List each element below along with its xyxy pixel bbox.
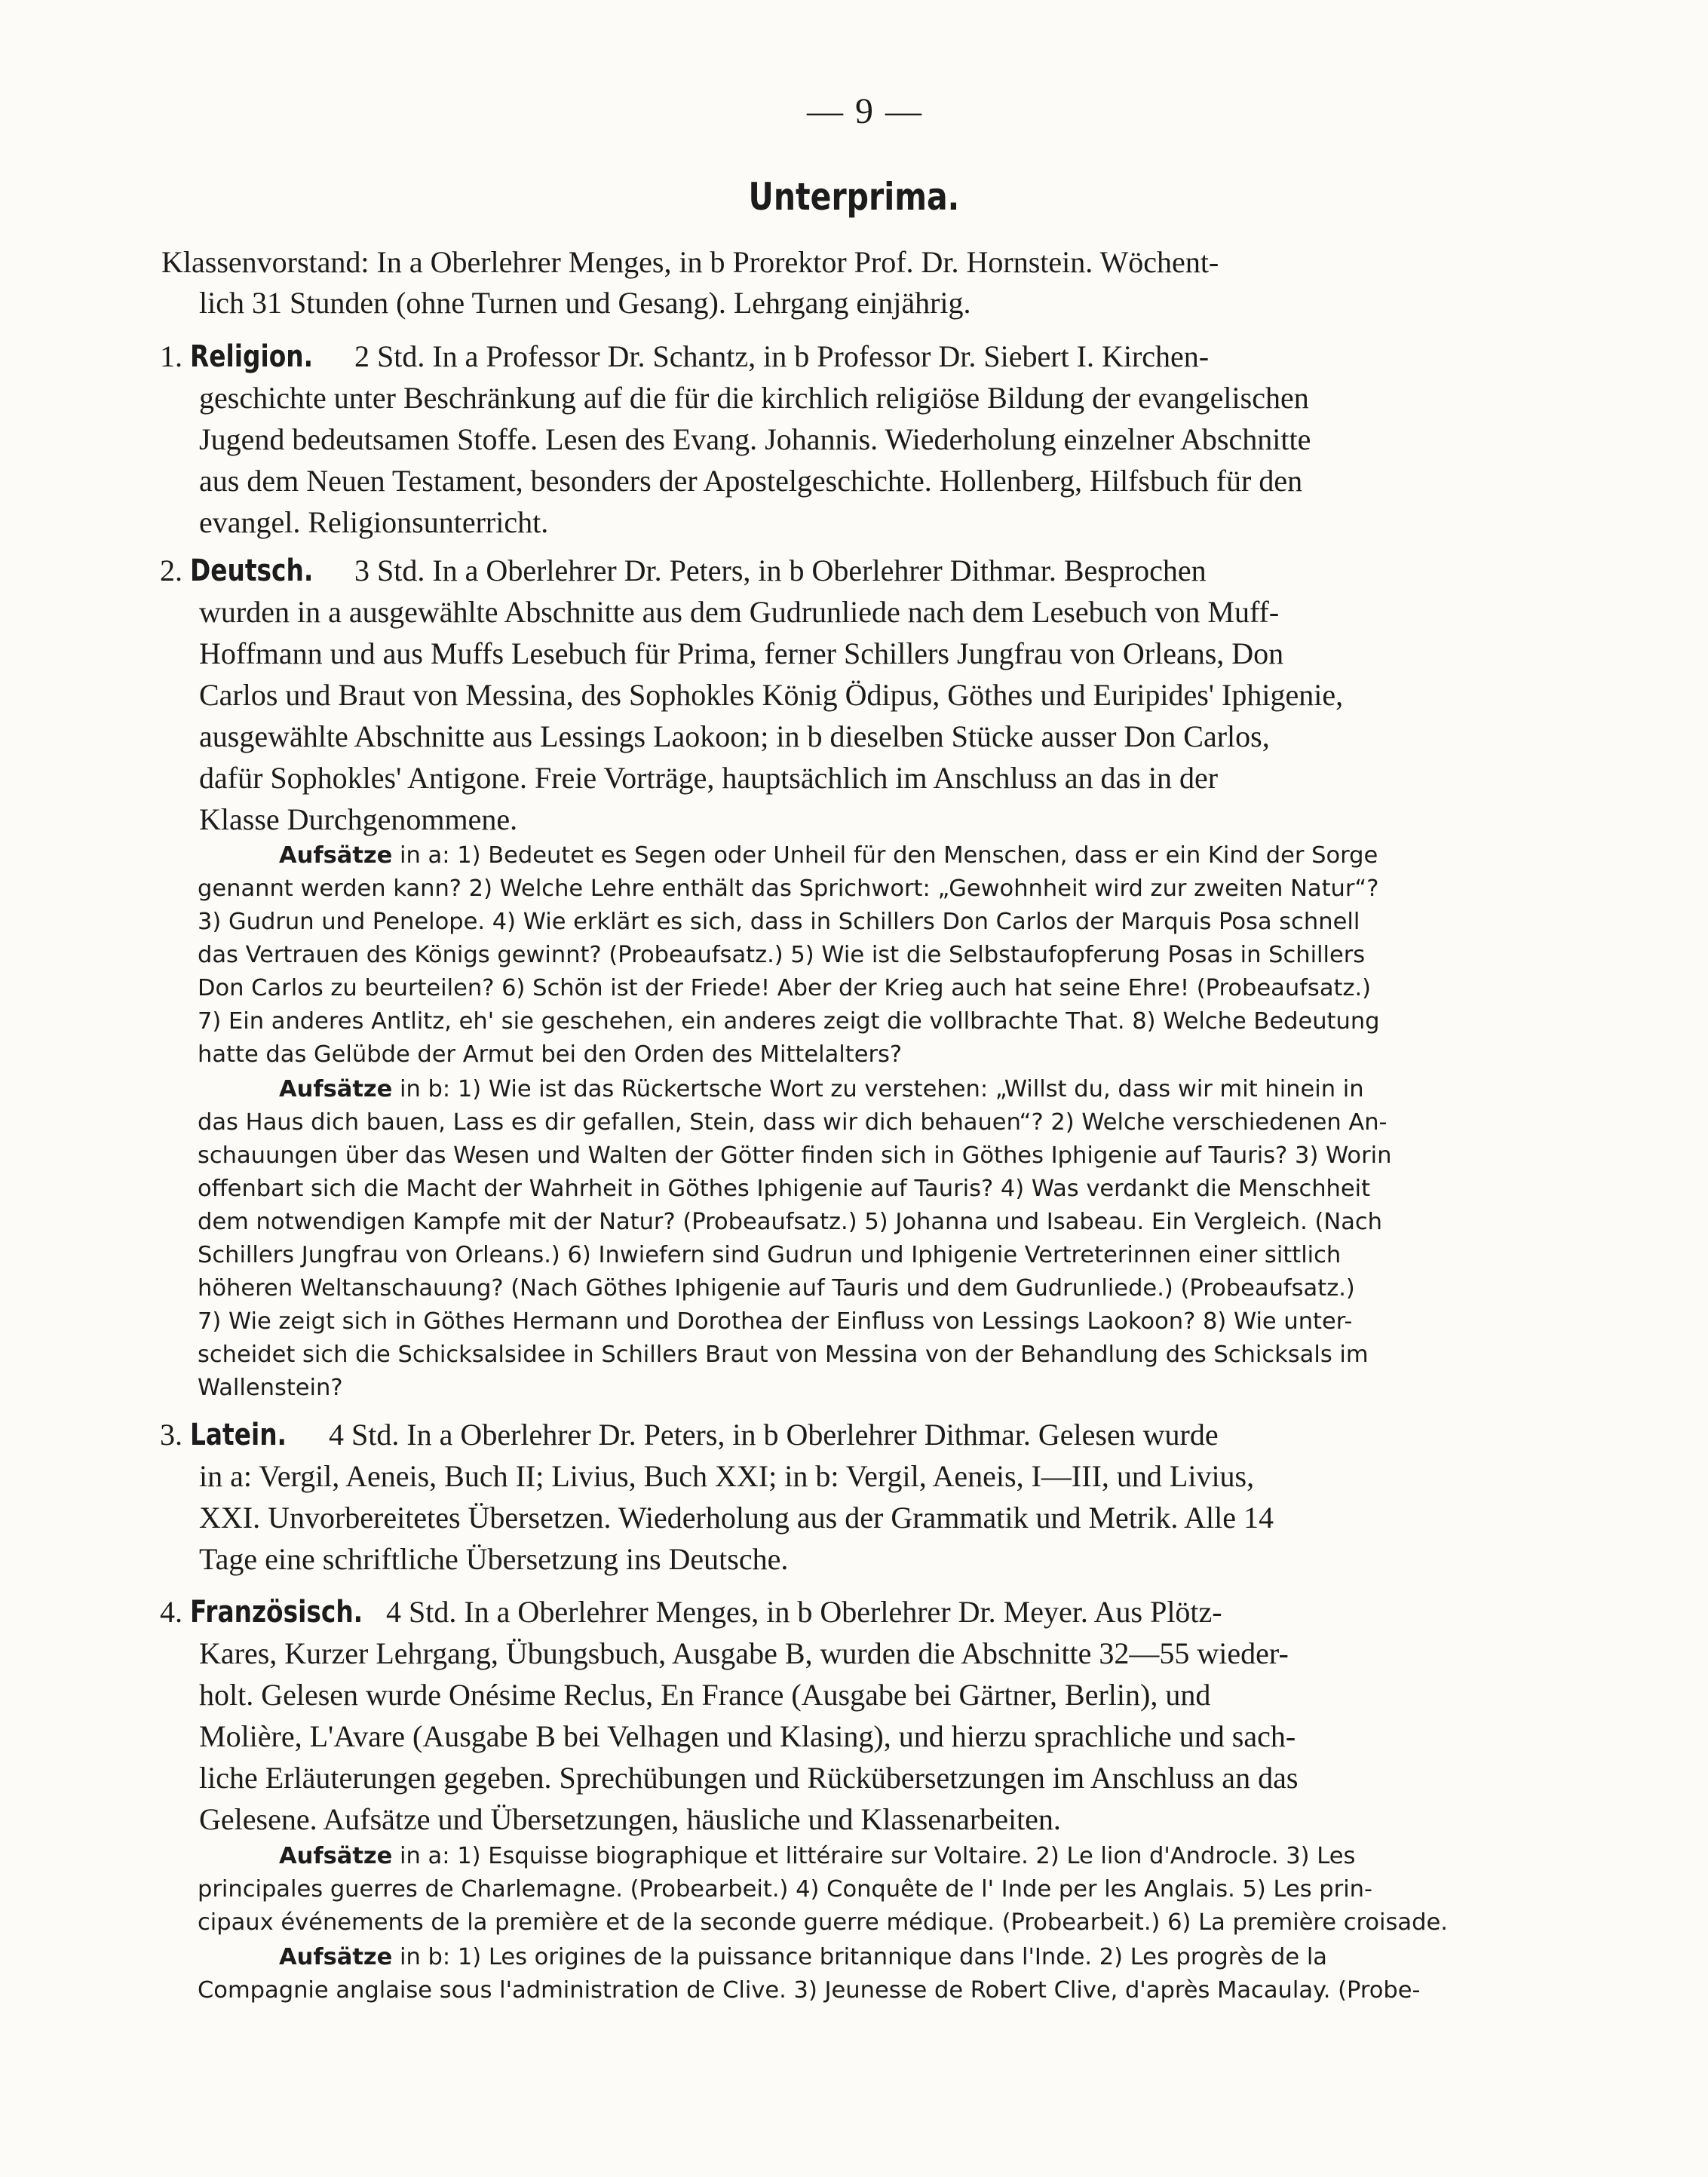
aufsaetze-label: Aufsätze [279, 1076, 393, 1102]
franzoesisch-line: 4 Std. In a Oberlehrer Menges, in b Oberlehrer Dr. Meyer. Aus Plötz- [386, 1595, 1222, 1629]
aufsaetze-b-first-line [279, 1946, 1327, 1970]
aufsaetze-line: hatte das Gelübde der Armut bei den Orden des Mittelalters? [198, 1041, 903, 1068]
deutsch-line: 3 Std. In a Oberlehrer Dr. Peters, in b Oberlehrer Dithmar. Besprochen [354, 553, 1207, 587]
aufsaetze-line: scheidet sich die Schicksalsidee in Schillers Braut von Messina von der Behandlung des Schicksals im [198, 1341, 1369, 1368]
aufsaetze-line: 7) Wie zeigt sich in Göthes Hermann und Dorothea der Einfluss von Lessings Laokoon? 8) Wie unter- [198, 1308, 1353, 1335]
deutsch-line: ausgewählte Abschnitte aus Lessings Laokoon; in b dieselben Stücke ausser Don Carlos, [199, 719, 1270, 753]
aufsaetze-line: Schillers Jungfrau von Orleans.) 6) Inwiefern sind Gudrun und Iphigenie Vertreterinnen einer sittlich [198, 1242, 1342, 1268]
section-number: 4. [160, 1595, 182, 1629]
franzoesisch-line: holt. Gelesen wurde Onésime Reclus, En France (Ausgabe bei Gärtner, Berlin), und [199, 1678, 1211, 1712]
page-title: Unterprima. [748, 175, 960, 219]
aufsaetze-line: schauungen über das Wesen und Walten der Götter finden sich in Göthes Iphigenie auf Tauris? 3) Worin [198, 1142, 1392, 1169]
section-number: 3. [160, 1418, 182, 1452]
latein-section-header [160, 1420, 308, 1450]
franzoesisch-line: Molière, L'Avare (Ausgabe B bei Velhagen und Klasing), und hierzu sprachliche und sach- [199, 1719, 1296, 1753]
aufsaetze-label: Aufsätze [279, 1944, 393, 1970]
religion-section-header [160, 339, 340, 374]
aufsaetze-text: in a: 1) Bedeutet es Segen oder Unheil für den Menschen, dass er ein Kind der Sorge [400, 842, 1378, 869]
latein-line: in a: Vergil, Aeneis, Buch II; Livius, Buch XXI; in b: Vergil, Aeneis, I—III, und Livius, [199, 1459, 1255, 1493]
deutsch-subject: Deutsch. [190, 553, 314, 588]
latein-line: XXI. Unvorbereitetes Übersetzen. Wiederholung aus der Grammatik und Metrik. Alle 14 [199, 1501, 1274, 1535]
aufsaetze-text: in b: 1) Wie ist das Rückertsche Wort zu verstehen: „Willst du, dass wir mit hinein in [400, 1076, 1364, 1102]
franzoesisch-section-header [160, 1595, 400, 1630]
franzoesisch-line: liche Erläuterungen gegeben. Sprechübungen und Rückübersetzungen im Anschluss an das [199, 1761, 1299, 1795]
klassenvorstand-line: Klassenvorstand: In a Oberlehrer Menges, in b Prorektor Prof. Dr. Hornstein. Wöchent- [161, 245, 1219, 279]
aufsaetze-a-first-line [279, 1845, 1355, 1869]
deutsch-line: Hoffmann und aus Muffs Lesebuch für Prima, ferner Schillers Jungfrau von Orleans, Don [199, 636, 1284, 670]
aufsaetze-line: das Vertrauen des Königs gewinnt? (Probeaufsatz.) 5) Wie ist die Selbstaufopferung Posas in Schillers [198, 942, 1366, 968]
aufsaetze-line: 3) Gudrun und Penelope. 4) Wie erklärt es sich, dass in Schillers Don Carlos der Marquis Posa schnell [198, 909, 1360, 935]
aufsaetze-line: Compagnie anglaise sous l'administration de Clive. 3) Jeunesse de Robert Clive, d'après Macaulay. (Probe- [198, 1977, 1421, 2004]
aufsaetze-text: in a: 1) Esquisse biographique et littéraire sur Voltaire. 2) Le lion d'Androcle. 3) Les [400, 1843, 1356, 1869]
religion-line: 2 Std. In a Professor Dr. Schantz, in b Professor Dr. Siebert I. Kirchen- [354, 339, 1210, 373]
aufsaetze-line: Wallenstein? [198, 1375, 343, 1401]
aufsaetze-line: Don Carlos zu beurteilen? 6) Schön ist der Friede! Aber der Krieg auch hat seine Ehre! (Probeaufsatz.) [198, 975, 1372, 1001]
deutsch-line: dafür Sophokles' Antigone. Freie Vorträge, hauptsächlich im Anschluss an das in der [199, 761, 1219, 795]
latein-line: Tage eine schriftliche Übersetzung ins Deutsche. [199, 1542, 789, 1576]
aufsaetze-a-first-line [279, 842, 1378, 869]
aufsaetze-line: das Haus dich bauen, Lass es dir gefallen, Stein, dass wir dich behauen“? 2) Welche verschiedenen An- [198, 1109, 1388, 1136]
aufsaetze-line: offenbart sich die Macht der Wahrheit in Göthes Iphigenie auf Tauris? 4) Was verdankt die Menschheit [198, 1176, 1371, 1202]
aufsaetze-b-first-line [279, 1078, 1364, 1102]
deutsch-line: Carlos und Braut von Messina, des Sophokles König Ödipus, Göthes und Euripides' Iphigenie, [199, 678, 1344, 712]
deutsch-section-header [160, 553, 340, 588]
aufsaetze-label: Aufsätze [279, 842, 393, 869]
aufsaetze-label: Aufsätze [279, 1843, 393, 1869]
religion-line: aus dem Neuen Testament, besonders der Apostelgeschichte. Hollenberg, Hilfsbuch für den [199, 464, 1303, 498]
aufsaetze-line: cipaux événements de la première et de la seconde guerre médique. (Probearbeit.) 6) La première croisade. [198, 1909, 1448, 1936]
aufsaetze-line: dem notwendigen Kampfe mit der Natur? (Probeaufsatz.) 5) Johanna und Isabeau. Ein Vergleich. (Nach [198, 1209, 1383, 1235]
franzoesisch-line: Gelesene. Aufsätze und Übersetzungen, häusliche und Klassenarbeiten. [199, 1802, 1061, 1836]
religion-subject: Religion. [190, 339, 314, 374]
aufsaetze-line: höheren Weltanschauung? (Nach Göthes Iphigenie auf Tauris und dem Gudrunliede.) (Probeaufsatz.) [198, 1275, 1355, 1302]
section-number: 1. [160, 339, 182, 373]
latein-line: 4 Std. In a Oberlehrer Dr. Peters, in b Oberlehrer Dithmar. Gelesen wurde [329, 1418, 1219, 1452]
aufsaetze-line: genannt werden kann? 2) Welche Lehre enthält das Sprichwort: „Gewohnheit wird zur zweiten Natur“? [198, 875, 1379, 902]
aufsaetze-text: in b: 1) Les origines de la puissance britannique dans l'Inde. 2) Les progrès de la [400, 1944, 1327, 1970]
religion-line: evangel. Religionsunterricht. [199, 505, 549, 539]
franzoesisch-line: Kares, Kurzer Lehrgang, Übungsbuch, Ausgabe B, wurden die Abschnitte 32—55 wieder- [199, 1636, 1289, 1670]
latein-subject: Latein. [190, 1418, 287, 1452]
aufsaetze-line: 7) Ein anderes Antlitz, eh' sie geschehen, ein anderes zeigt die vollbrachte That. 8) Welche Bedeutung [198, 1008, 1380, 1035]
section-number: 2. [160, 553, 182, 587]
page-number: — 9 — [807, 91, 923, 131]
deutsch-line: Klasse Durchgenommene. [199, 802, 518, 836]
religion-line: geschichte unter Beschränkung auf die für die kirchlich religiöse Bildung der evangelischen [199, 381, 1309, 415]
klassenvorstand-line: lich 31 Stunden (ohne Turnen und Gesang). Lehrgang einjährig. [199, 286, 971, 320]
religion-line: Jugend bedeutsamen Stoffe. Lesen des Evang. Johannis. Wiederholung einzelner Abschnitte [199, 422, 1311, 456]
deutsch-line: wurden in a ausgewählte Abschnitte aus dem Gudrunliede nach dem Lesebuch von Muff- [199, 595, 1280, 629]
franzoesisch-subject: Französisch. [190, 1595, 363, 1630]
aufsaetze-line: principales guerres de Charlemagne. (Probearbeit.) 4) Conquête de l' Inde per les Anglais. 5) Les prin- [198, 1876, 1373, 1903]
